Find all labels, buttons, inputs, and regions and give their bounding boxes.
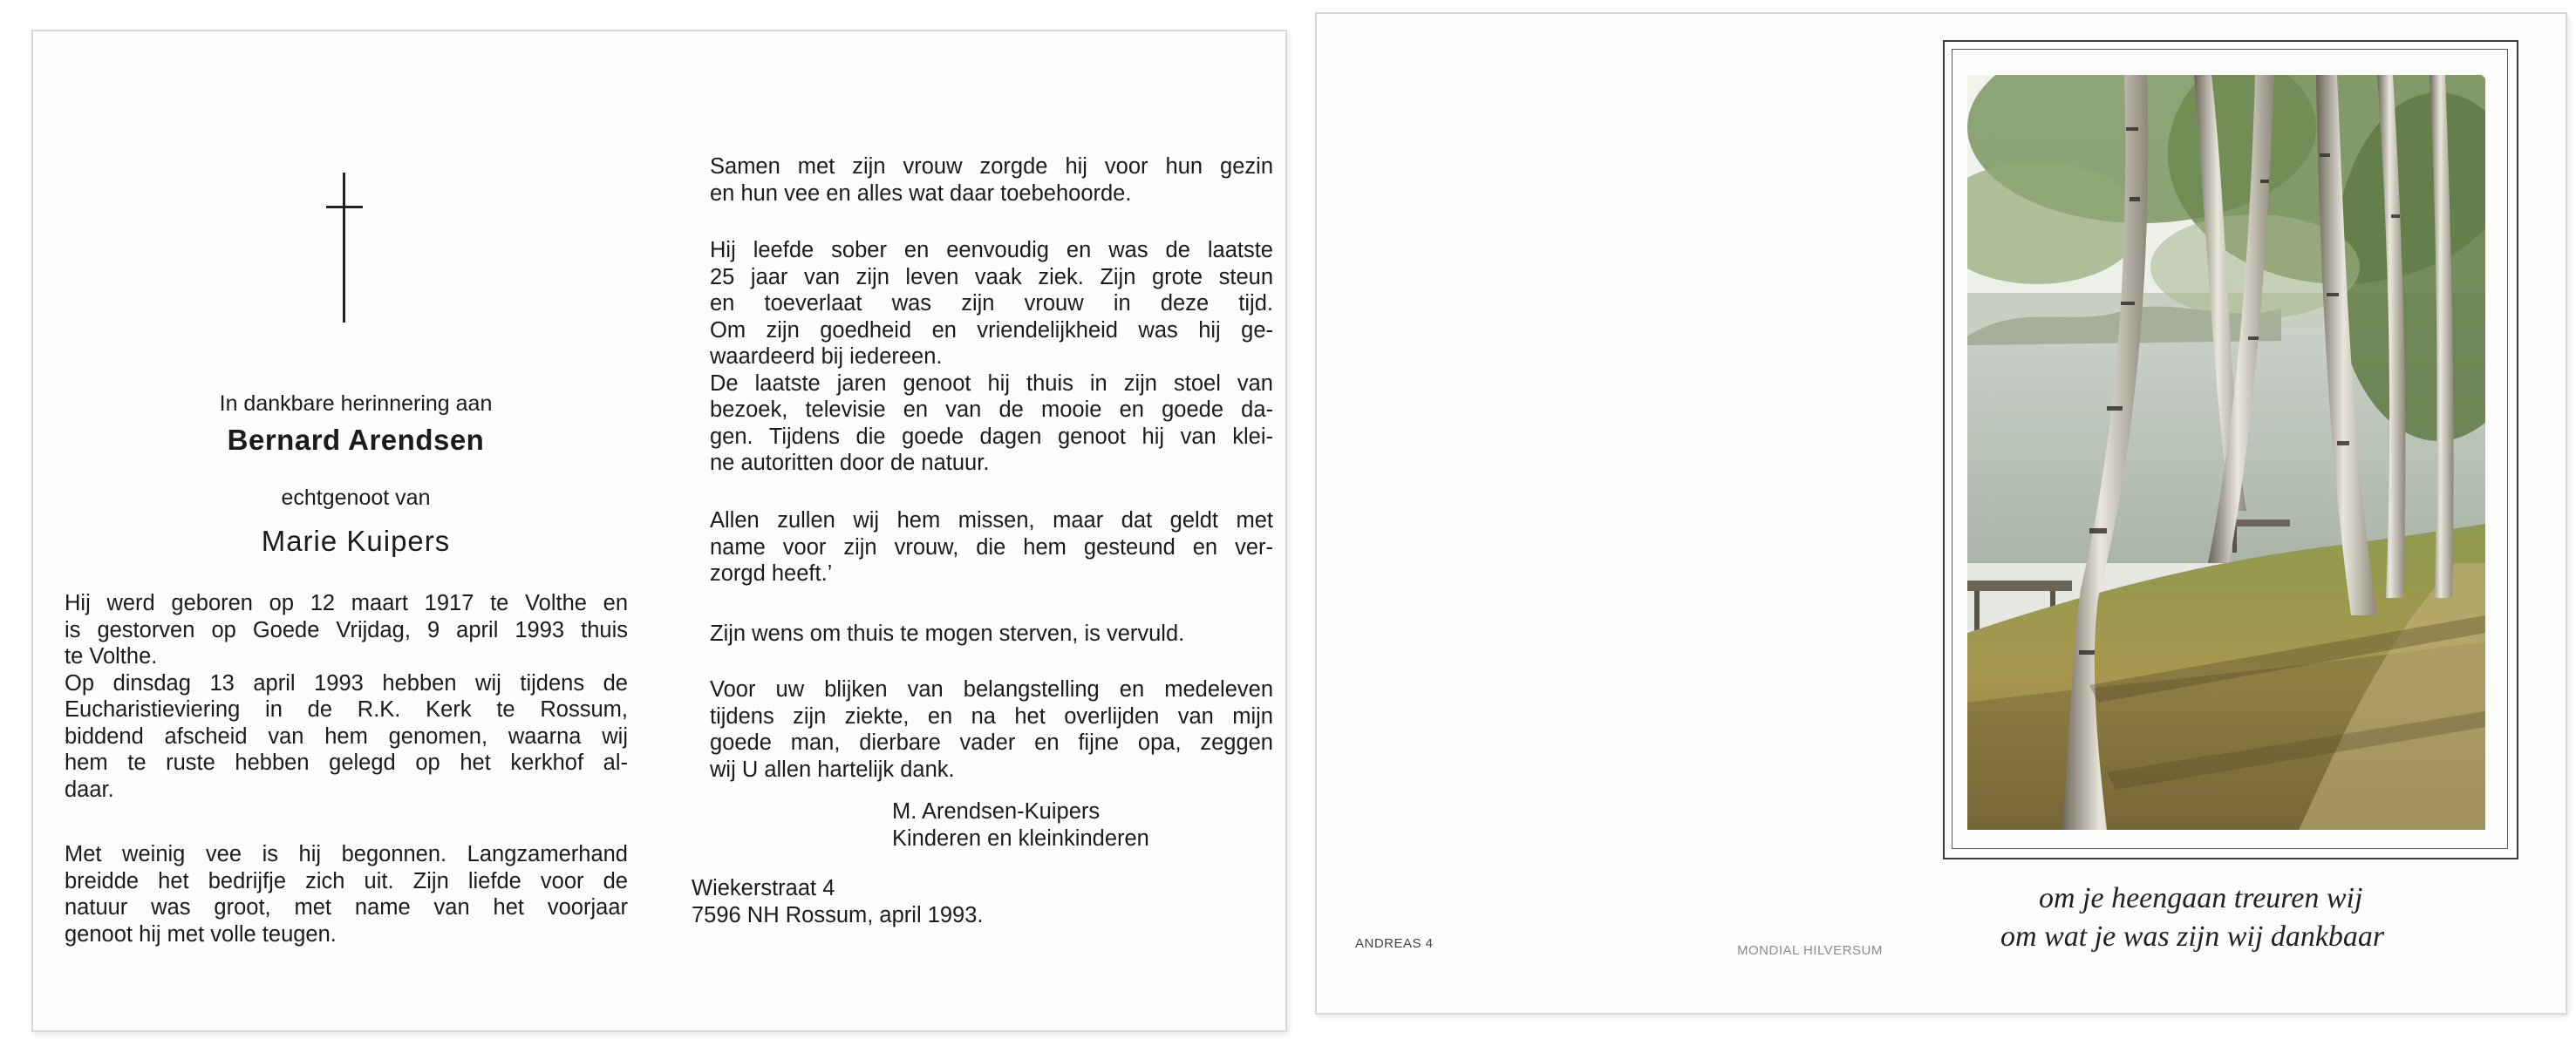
text-line: te Volthe. [65,644,158,669]
text-line: en toeverlaat was zijn vrouw in deze tijd. [710,291,1273,316]
text-line: Om zijn goedheid en vriendelijkheid was hij ge- [710,317,1273,343]
text-line: Kinderen en kleinkinderen [892,825,1149,851]
text-line: 25 jaar van zijn leven vaak ziek. Zijn grote steun [710,264,1273,289]
text-line: Eucharistieviering in de R.K. Kerk te Rossum, [65,697,628,722]
text-line: Met weinig vee is hij begonnen. Langzamerhand [65,842,628,866]
text-line: Op dinsdag 13 april 1993 hebben wij tijdens de [65,670,628,696]
text-line: Hij werd geboren op 12 maart 1917 te Volthe en [65,591,628,615]
text-paragraph-missing [710,507,1273,588]
caption-line-1: om je heengaan treuren wij [2039,882,2363,914]
text-line: 7596 NH Rossum, april 1993. [692,902,984,927]
text-line: Allen zullen wij hem missen, maar dat geldt met [710,508,1273,533]
text-line: gen. Tijdens die goede dagen genoot hij van klei- [710,424,1273,449]
memorial-card-text-page [31,30,1287,1032]
text-line: Hij leefde sober en eenvoudig en was de laatste [710,238,1273,262]
text-line: zorgd heeft.’ [710,561,833,586]
text-line: name voor zijn vrouw, die hem gesteund en ver- [710,534,1273,560]
text-line: breidde het bedrijfje zich uit. Zijn liefde voor de [65,868,628,893]
memorial-card-photo-page [1315,12,2567,1015]
text-line: ne autoritten door de natuur. [710,451,990,475]
text-line: natuur was groot, met name van het voorjaar [65,895,628,920]
footer-printer: MONDIAL HILVERSUM [1737,943,1883,958]
intro-text: In dankbare herinnering aan [219,391,493,416]
text-line: Zijn wens om thuis te mogen sterven, is vervuld. [710,621,1185,646]
text-line: bezoek, televisie en van de mooie en goede da- [710,397,1273,422]
spouse-name: Marie Kuipers [261,525,451,557]
text-line: M. Arendsen-Kuipers [892,799,1101,824]
text-paragraph-family [710,153,1273,207]
text-paragraph-thanks [710,676,1273,783]
text-paragraph-life [710,237,1273,477]
text-line: wij U allen hartelijk dank. [710,757,955,782]
text-line: hem te ruste hebben gelegd op het kerkhof al- [65,751,628,775]
text-line: goede man, dierbare vader en fijne opa, zeggen [710,730,1273,755]
text-line: Samen met zijn vrouw zorgde hij voor hun gezin [710,154,1273,179]
text-line: Wiekerstraat 4 [692,876,835,900]
text-line: genoot hij met volle teugen. [65,921,337,947]
address [692,875,984,928]
biography-paragraph-1 [65,590,628,803]
text-line: tijdens zijn ziekte, en na het overlijden van mijn [710,703,1273,729]
signature [892,798,1149,852]
deceased-name: Bernard Arendsen [227,424,485,456]
text-line: is gestorven op Goede Vrijdag, 9 april 1993 thuis [65,617,628,642]
text-line: De laatste jaren genoot hij thuis in zijn stoel van [710,370,1273,396]
text-line: waardeerd bij iedereen. [710,344,943,369]
cross-icon [326,173,363,323]
text-line: en hun vee en alles wat daar toebehoorde. [710,180,1132,206]
birch-trees-lake-photo [1967,75,2485,830]
relation-text: echtgenoot van [281,486,431,510]
caption-line-2: om wat je was zijn wij dankbaar [2000,920,2385,953]
text-line: biddend afscheid van hem genomen, waarna wij [65,723,628,749]
text-line: Voor uw blijken van belangstelling en medeleven [710,677,1273,702]
text-paragraph-wish [710,621,1273,648]
footer-card-code: ANDREAS 4 [1355,936,1434,951]
biography-paragraph-2 [65,841,628,948]
text-line: daar. [65,777,114,802]
